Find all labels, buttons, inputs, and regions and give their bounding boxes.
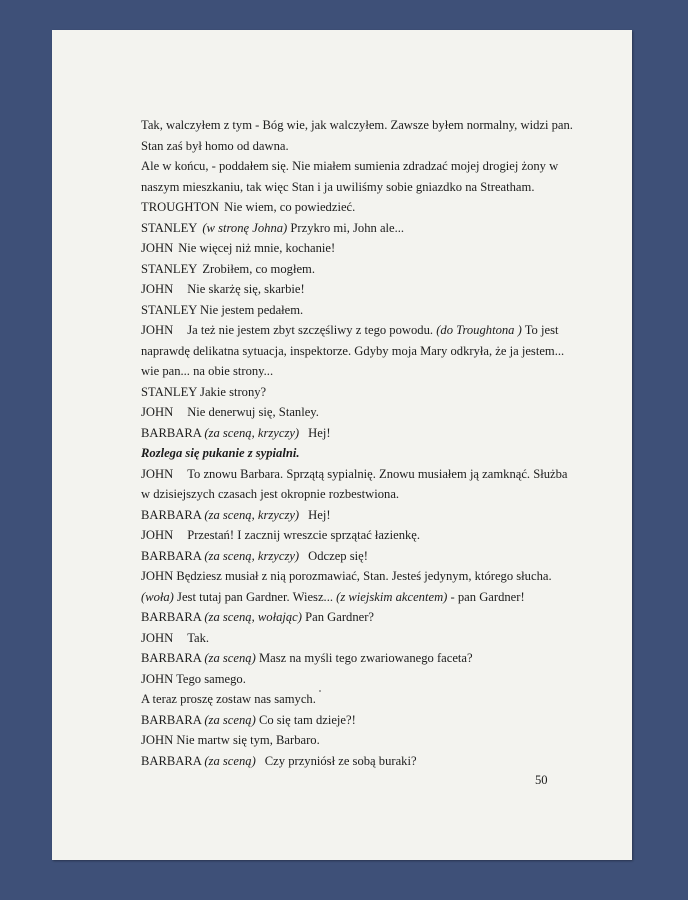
dialogue-line: [141, 730, 596, 751]
stage-direction: (za sceną, wołając): [204, 610, 302, 624]
dialogue-line: [141, 587, 596, 608]
dialogue-line: [141, 464, 596, 485]
dialogue-text: Będziesz musiał z nią porozmawiać, Stan. Jesteś jedynym, którego słucha.: [176, 569, 552, 583]
speaker-name: STANLEY: [141, 302, 197, 317]
dialogue-text: Co się tam dzieje?!: [258, 712, 356, 727]
dialogue-line: [141, 259, 596, 280]
dialogue-text: Ja też nie jestem zbyt szczęśliwy z tego powodu.: [187, 323, 434, 337]
dialogue-line: [141, 751, 596, 772]
dialogue-text: Przestań! I zacznij wreszcie sprzątać łazienkę.: [187, 528, 421, 542]
stage-direction: (za sceną, krzyczy): [204, 548, 300, 563]
speaker-name: BARBARA: [141, 548, 202, 563]
stage-direction: (za sceną): [204, 753, 256, 768]
dialogue-line: [141, 566, 596, 587]
script-line: [141, 115, 596, 136]
scan-speck: [319, 690, 321, 692]
stage-direction: (do Troughtona ): [436, 323, 522, 337]
dialogue-line: [141, 279, 596, 300]
line-text: naprawdę delikatna sytuacja, inspektorze. Gdyby moja Mary odkryła, że ja jestem...: [141, 343, 565, 358]
speaker-name: JOHN: [141, 282, 174, 296]
speaker-name: BARBARA: [141, 712, 202, 727]
dialogue-text: To znowu Barbara. Sprzątą sypialnię. Znowu musiałem ją zamknąć. Służba: [187, 466, 568, 481]
stage-direction-line: [141, 443, 596, 464]
script-line: [141, 136, 596, 157]
line-text: naszym mieszkaniu, tak więc Stan i ja uwiliśmy sobie gniazdko na Streatham.: [141, 179, 535, 194]
speaker-name: TROUGHTON: [141, 200, 220, 214]
line-text: wie pan... na obie strony...: [141, 364, 274, 378]
speaker-name: BARBARA: [141, 507, 202, 522]
script-line: [141, 361, 596, 382]
dialogue-line: [141, 197, 596, 218]
dialogue-line: [141, 238, 596, 259]
speaker-name: JOHN: [141, 630, 174, 645]
script-line: [141, 689, 596, 710]
page-number: 50: [535, 773, 548, 787]
dialogue-line: [141, 710, 596, 731]
line-text: Stan zaś był homo od dawna.: [141, 138, 289, 153]
speaker-name: JOHN: [141, 528, 174, 542]
speaker-name: JOHN: [141, 241, 174, 255]
dialogue-line: [141, 669, 596, 690]
speaker-name: BARBARA: [141, 651, 202, 665]
dialogue-text: Nie denerwuj się, Stanley.: [187, 405, 319, 419]
script-line: [141, 156, 596, 177]
dialogue-text: - pan Gardner!: [450, 589, 525, 604]
stage-direction: (za sceną, krzyczy): [204, 425, 300, 440]
dialogue-text: Czy przyniósł ze sobą buraki?: [264, 753, 417, 768]
stage-direction: (woła): [141, 589, 174, 604]
speaker-name: BARBARA: [141, 610, 202, 624]
speaker-name: JOHN: [141, 569, 174, 583]
speaker-name: BARBARA: [141, 425, 202, 440]
speaker-name: JOHN: [141, 733, 174, 747]
speaker-name: JOHN: [141, 466, 174, 481]
script-text: [141, 115, 596, 771]
speaker-name: JOHN: [141, 671, 174, 686]
dialogue-text: Odczep się!: [308, 548, 368, 563]
dialogue-text: Nie wiem, co powiedzieć.: [224, 200, 356, 214]
dialogue-text: Tego samego.: [176, 671, 246, 686]
dialogue-line: [141, 525, 596, 546]
stage-direction: (za sceną): [204, 651, 256, 665]
dialogue-line: [141, 628, 596, 649]
script-line: [141, 484, 596, 505]
dialogue-text: Hej!: [308, 507, 331, 522]
dialogue-text: Tak.: [187, 630, 210, 645]
speaker-name: STANLEY: [141, 384, 197, 399]
dialogue-text: Nie więcej niż mnie, kochanie!: [178, 241, 336, 255]
dialogue-line: [141, 607, 596, 628]
dialogue-line: [141, 546, 596, 567]
stage-direction: (za sceną, krzyczy): [204, 507, 300, 522]
dialogue-text: Nie skarżę się, skarbie!: [187, 282, 305, 296]
line-text: A teraz proszę zostaw nas samych.: [141, 692, 316, 706]
dialogue-text: Nie jestem pedałem.: [200, 302, 304, 317]
line-text: Tak, walczyłem z tym - Bóg wie, jak walczyłem. Zawsze byłem normalny, widzi pan.: [141, 118, 573, 132]
document-page: [52, 30, 632, 860]
line-text: w dzisiejszych czasach jest okropnie rozbestwiona.: [141, 487, 400, 501]
dialogue-text: To jest: [524, 323, 559, 337]
speaker-name: JOHN: [141, 323, 174, 337]
dialogue-line: [141, 300, 596, 321]
dialogue-line: [141, 423, 596, 444]
dialogue-text: Masz na myśli tego zwariowanego faceta?: [258, 651, 473, 665]
dialogue-line: [141, 648, 596, 669]
dialogue-line: [141, 505, 596, 526]
dialogue-text: Przykro mi, John ale...: [290, 220, 405, 235]
dialogue-text: Jakie strony?: [200, 384, 267, 399]
speaker-name: JOHN: [141, 405, 174, 419]
dialogue-text: Hej!: [308, 425, 331, 440]
stage-direction: (za sceną): [204, 712, 256, 727]
line-text: Ale w końcu, - poddałem się. Nie miałem sumienia zdradzać mojej drogiej żony w: [141, 159, 559, 173]
dialogue-text: Zrobiłem, co mogłem.: [202, 261, 315, 276]
script-line: [141, 177, 596, 198]
dialogue-line: [141, 402, 596, 423]
dialogue-line: [141, 382, 596, 403]
script-line: [141, 341, 596, 362]
stage-direction: (w stronę Johna): [202, 220, 288, 235]
stage-direction: (z wiejskim akcentem): [336, 589, 448, 604]
dialogue-line: [141, 320, 596, 341]
speaker-name: STANLEY: [141, 261, 198, 276]
speaker-name: BARBARA: [141, 753, 202, 768]
dialogue-text: Pan Gardner?: [305, 610, 374, 624]
dialogue-text: Jest tutaj pan Gardner. Wiesz...: [177, 589, 333, 604]
stage-direction: Rozlega się pukanie z sypialni.: [141, 446, 300, 460]
dialogue-text: Nie martw się tym, Barbaro.: [176, 733, 320, 747]
speaker-name: STANLEY: [141, 220, 198, 235]
dialogue-line: [141, 218, 596, 239]
